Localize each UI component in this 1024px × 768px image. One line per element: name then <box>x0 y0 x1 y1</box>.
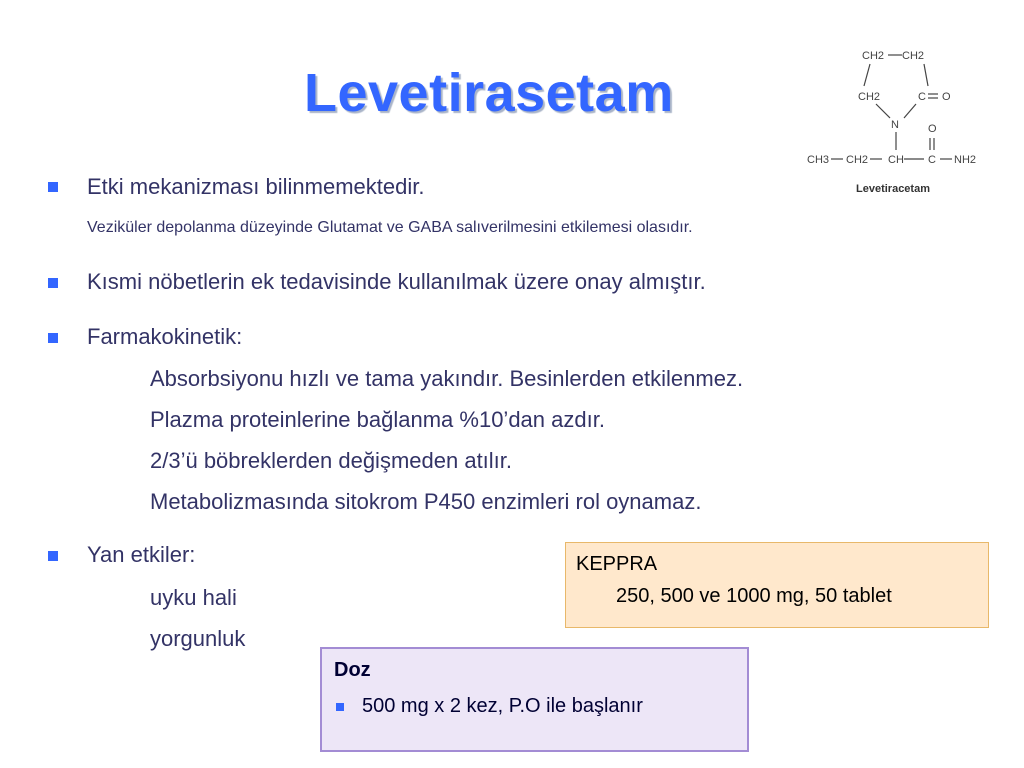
bullet-pharmacokinetics: Farmakokinetik: <box>87 324 243 349</box>
slide-title: Levetirasetam <box>304 63 674 123</box>
pk-item: Absorbsiyonu hızlı ve tama yakındır. Besinlerden etkilenmez. <box>150 366 744 391</box>
atom-nh2: NH2 <box>954 154 977 166</box>
bullet-marker <box>336 703 344 711</box>
atom-n: N <box>891 119 899 131</box>
atom-c: C <box>918 91 926 103</box>
bullet-approval: Kısmi nöbetlerin ek tedavisinde kullanılmak üzere onay almıştır. <box>87 269 706 294</box>
levetiracetam-structure <box>800 42 1000 202</box>
atom-ch2: CH2 <box>902 50 925 62</box>
structure-label: Levetiracetam <box>856 183 930 195</box>
bullet-marker <box>48 182 58 192</box>
pk-item: 2/3’ü böbreklerden değişmeden atılır. <box>150 448 513 473</box>
bullet-side-effects: Yan etkiler: <box>87 542 196 567</box>
atom-ch3: CH3 <box>807 154 830 166</box>
keppra-box <box>565 542 989 628</box>
dose-item: 500 mg x 2 kez, P.O ile başlanır <box>362 695 643 717</box>
atom-ch: CH <box>888 154 904 166</box>
atom-ch2: CH2 <box>858 91 881 103</box>
atom-ch2: CH2 <box>846 154 869 166</box>
bullet-mechanism-detail: Veziküler depolanma düzeyinde Glutamat ve GABA salıverilmesini etkilemesi olasıdır. <box>87 219 693 236</box>
atom-o: O <box>942 91 951 103</box>
keppra-title: KEPPRA <box>576 553 658 575</box>
atom-ch2: CH2 <box>862 50 885 62</box>
bullet-marker <box>48 333 58 343</box>
pk-item: Plazma proteinlerine bağlanma %10’dan azdır. <box>150 407 605 432</box>
dose-box <box>320 647 749 752</box>
side-effect-item: yorgunluk <box>150 626 246 651</box>
side-effect-item: uyku hali <box>150 585 237 610</box>
dose-title: Doz <box>334 659 371 681</box>
bullet-marker <box>48 551 58 561</box>
atom-c: C <box>928 154 936 166</box>
pk-item: Metabolizmasında sitokrom P450 enzimleri rol oynamaz. <box>150 489 702 514</box>
keppra-detail: 250, 500 ve 1000 mg, 50 tablet <box>616 585 892 607</box>
bullet-marker <box>48 278 58 288</box>
bullet-mechanism: Etki mekanizması bilinmemektedir. <box>87 174 425 199</box>
atom-o: O <box>928 123 937 135</box>
